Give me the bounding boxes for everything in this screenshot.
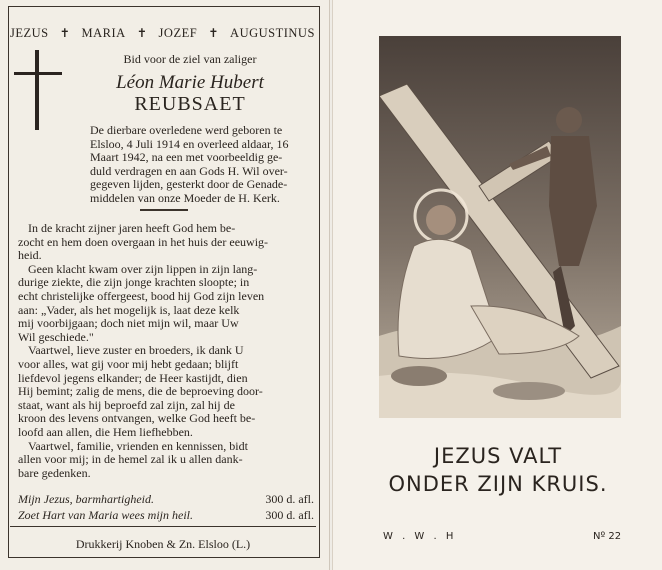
body-line: echt christelijke offergeest, bood hij God zijn leven <box>18 288 265 303</box>
small-cross-icon: ✝ <box>59 26 71 40</box>
divider <box>10 526 316 527</box>
body-line: staat, want als hij beproefd zal zijn, zal hij de <box>18 397 235 412</box>
cross-icon <box>14 50 64 130</box>
bio-line: duld verdragen en aan Gods H. Wil over- <box>90 163 288 178</box>
divider <box>140 209 188 211</box>
bio-line: Maart 1942, na een met voorbeeldig ge- <box>90 150 283 165</box>
deceased-given-names: Léon Marie Hubert <box>116 72 264 93</box>
small-cross-icon: ✝ <box>136 26 148 40</box>
saint-name: JOZEF <box>158 26 198 40</box>
saint-name: MARIA <box>81 26 126 40</box>
body-line: liefdevol jegens elkander; de Heer kastijdt, dien <box>18 370 248 385</box>
body-line: bare gedenken. <box>18 465 91 480</box>
prayer-text: Mijn Jezus, barmhartigheid. <box>18 492 154 506</box>
body-line: Vaartwel, lieve zuster en broeders, ik dank U <box>28 343 244 358</box>
memorial-card-text-side <box>0 0 330 570</box>
body-line: Vaartwel, familie, vrienden en kennissen, bidt <box>28 438 248 453</box>
body-line: Hij bemint; zalig de mens, die de beproeving door- <box>18 384 263 399</box>
indulgence: 300 d. afl. <box>265 492 314 506</box>
prayer-text: Zoet Hart van Maria wees mijn heil. <box>18 508 193 522</box>
publisher-mark: W . W . H <box>383 531 457 542</box>
intro-line: Bid voor de ziel van zaliger <box>123 52 257 66</box>
body-line: loofd aan allen, die Hem liefhebben. <box>18 424 193 439</box>
card-title: JEZUS VALT <box>433 444 563 468</box>
small-cross-icon: ✝ <box>208 26 219 40</box>
printer-credit: Drukkerij Knoben & Zn. Elsloo (L.) <box>75 537 251 551</box>
jesus-falls-image <box>379 36 621 418</box>
biography <box>18 124 314 206</box>
bio-line: gegeven lijden, gesterkt door de Genade- <box>90 177 288 192</box>
memorial-card-image-side <box>332 0 662 570</box>
bio-line: Elsloo, 4 Juli 1914 en overleed aldaar, 16 <box>90 136 289 151</box>
body-line: In de kracht zijner jaren heeft God hem be- <box>28 221 236 235</box>
body-line: Wil geschiede." <box>18 329 94 344</box>
body-line: allen voor mij; in de hemel zal ik u allen dank- <box>18 452 243 467</box>
indulgence: 300 d. afl. <box>265 508 314 522</box>
body-line: Geen klacht kwam over zijn lippen in zijn lang- <box>28 261 258 276</box>
body-line: voor alles, wat gij voor mij hebt gedaan; blijft <box>18 356 239 371</box>
body-line: heid. <box>18 248 42 263</box>
memorial-text <box>18 222 314 480</box>
bio-line: middelen van onze Moeder de H. Kerk. <box>90 190 280 205</box>
body-line: mij voorbijgaan; doch niet mijn wil, maar Uw <box>18 316 239 331</box>
prayer-line <box>18 508 314 523</box>
card-number: Nº 22 <box>593 531 622 542</box>
saint-name: JEZUS <box>10 26 49 40</box>
card-subtitle: ONDER ZIJN KRUIS. <box>388 472 608 496</box>
devotional-illustration <box>379 36 621 418</box>
saint-name: AUGUSTINUS <box>230 26 315 40</box>
body-line: kroon des levens ontvangen, welke God heeft be- <box>18 411 256 426</box>
body-line: aan: „Vader, als het mogelijk is, laat deze kelk <box>18 302 240 317</box>
prayer-line <box>18 492 314 507</box>
bio-line: De dierbare overledene werd geboren te <box>90 123 283 137</box>
body-line: zocht en hem doen overgaan in het huis der eeuwig- <box>18 234 269 249</box>
saints-header <box>10 26 315 41</box>
deceased-family-name: REUBSAET <box>134 93 246 115</box>
body-line: durige ziekte, die zijn jonge krachten sloopte; in <box>18 275 250 290</box>
